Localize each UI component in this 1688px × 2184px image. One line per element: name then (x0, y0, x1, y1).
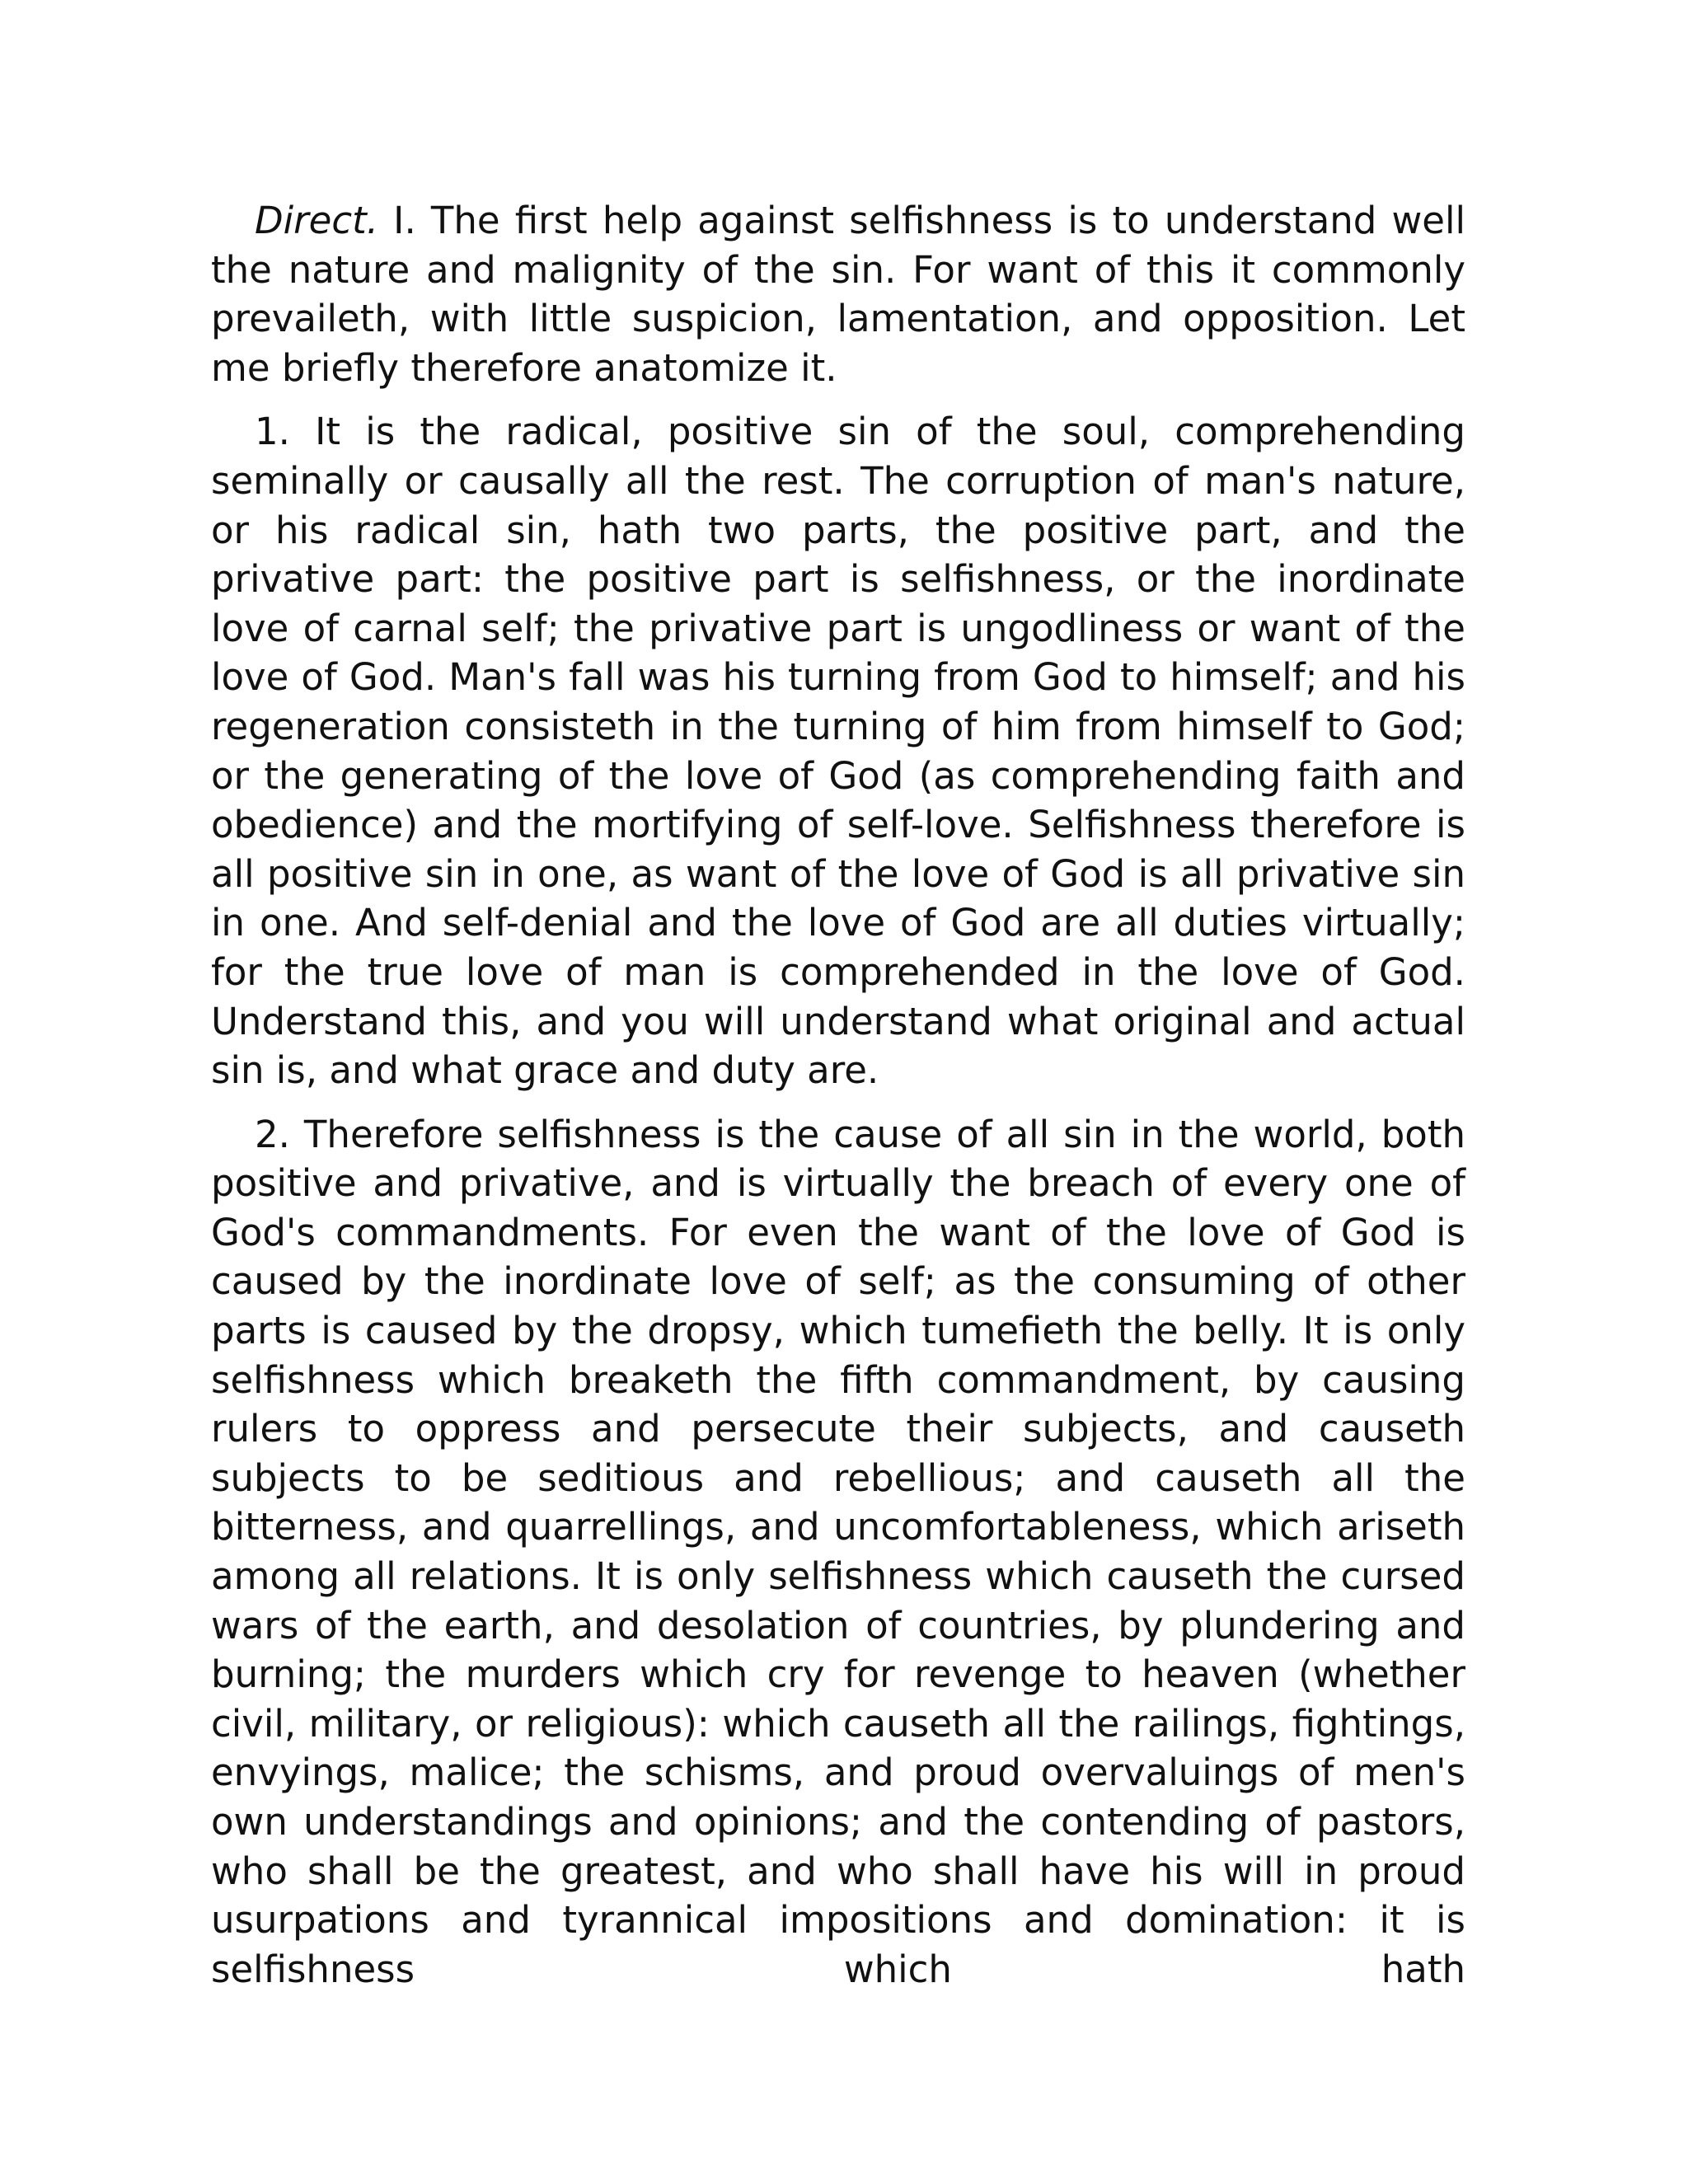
paragraph-direct-one (211, 196, 1465, 392)
document-page (211, 196, 1465, 2008)
paragraph-text: I. The first help against selfishness is to understand well the nature and malignity of the sin. For want of this it commonly prevaileth, with little suspicion, lamentation, and opposition. Let me briefly therefore anatomize it. (211, 199, 1465, 390)
paragraph-point-one (211, 407, 1465, 1094)
paragraph-text: 2. Therefore selfishness is the cause of all sin in the world, both positive and privative, and is virtually the breach of every one of God's commandments. For even the want of the love of God is caused by the inordinate love of self; as the consuming of other parts is caused by the dropsy, which tumefieth the belly. It is only selfishness which breaketh the fifth commandment, by causing rulers to oppress and persecute their subjects, and causeth subjects to be seditious and rebellious; and causeth all the bitterness, and quarrellings, and uncomfortableness, which ariseth among all relations. It is only selfishness which causeth the cursed wars of the earth, and desolation of countries, by plundering and burning; the murders which cry for revenge to heaven (whether civil, military, or religious): which causeth all the railings, fightings, envyings, malice; the schisms, and proud overvaluings of men's own understandings and opinions; and the contending of pastors, who shall be the greatest, and who shall have his will in proud usurpations and tyrannical impositions and domination: it is selfishness which hath (211, 1112, 1465, 1991)
paragraph-text: 1. It is the radical, positive sin of the soul, comprehending seminally or causally all the rest. The corruption of man's nature, or his radical sin, hath two parts, the positive part, and the privative part: the positive part is selfishness, or the inordinate love of carnal self; the privative part is ungodliness or want of the love of God. Man's fall was his turning from God to himself; and his regeneration consisteth in the turning of him from himself to God; or the generating of the love of God (as comprehending faith and obedience) and the mortifying of self-love. Selfishness therefore is all positive sin in one, as want of the love of God is all privative sin in one. And self-denial and the love of God are all duties virtually; for the true love of man is comprehended in the love of God. Understand this, and you will understand what original and actual sin is, and what grace and duty are. (211, 410, 1465, 1093)
paragraph-point-two (211, 1110, 1465, 1994)
direct-label: Direct. (255, 199, 379, 242)
